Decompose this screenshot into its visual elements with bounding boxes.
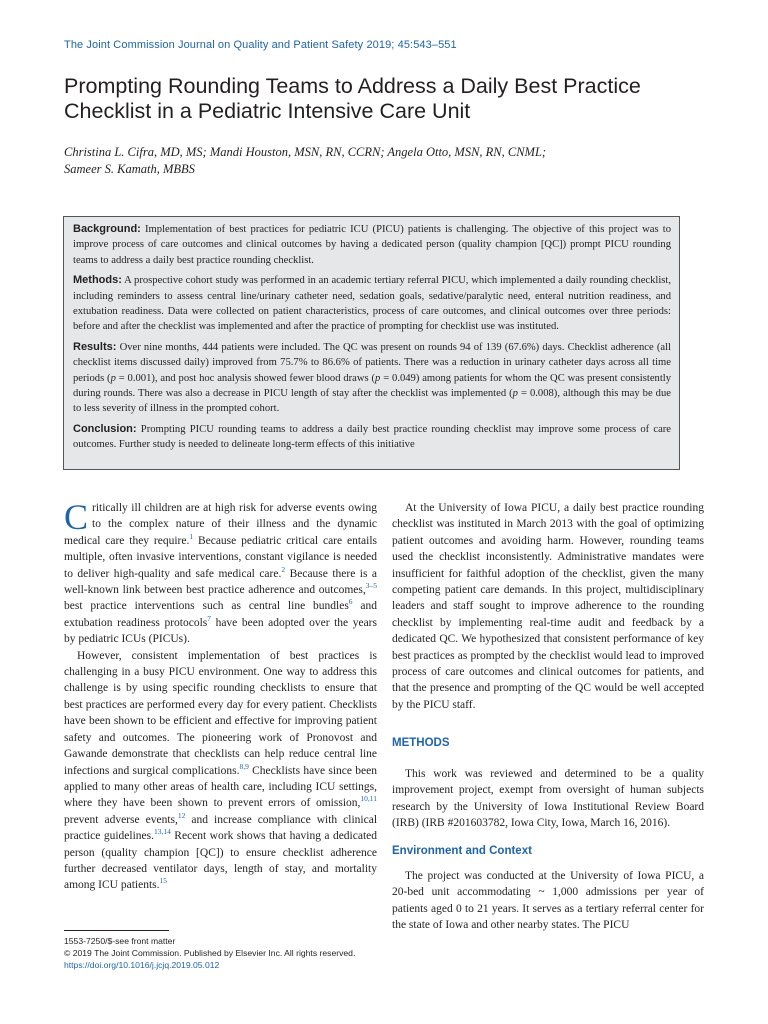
- text-run: However, consistent implementation of best practices is challenging in a busy PICU environment. One way to address this challenge is by using specific rounding checklists to ensure that best practices are performed every day for every patient. Checklists have been shown to be efficient and effective for improving patient safety and outcomes. The pioneering work of Pronovost and Gawande demonstrate that checklists can help reduce central line infections and surgical complications.: [64, 649, 377, 777]
- citation-link[interactable]: 12: [177, 810, 186, 820]
- p-value-symbol: p: [375, 372, 381, 384]
- abstract-box: [63, 216, 680, 470]
- citation-link[interactable]: 8,9: [239, 761, 249, 771]
- text-run: and extubation readiness protocols: [64, 600, 377, 629]
- intro-paragraph-1: [64, 497, 377, 648]
- citation-link[interactable]: 6: [348, 597, 353, 607]
- intro-paragraph-3: At the University of Iowa PICU, a daily best practice rounding checklist was instituted in March 2013 with the goal of optimizing patient outcomes and avoiding harm. However, rounding teams used the checklist inconsistently. Administrative mandates were insufficient for faithful adoption of the checklist, given the many competing patient care demands. In this project, multidisciplinary leaders and staff sought to improve adherence to the rounding checklist by implementing real-time audit and feedback by a dedicated QC. We hypothesized that consistent performance of key best practices as prompted by the checklist would lead to improved process of care outcomes and clinical outcomes for patients, and that the presence and prompting of the QC would be well accepted by the PICU staff.: [392, 502, 704, 711]
- p-value-symbol: p: [512, 388, 518, 400]
- text-run: prevent adverse events,: [64, 813, 178, 826]
- doi-link[interactable]: https://doi.org/10.1016/j.jcjq.2019.05.012: [64, 960, 220, 970]
- citation-link[interactable]: 2: [281, 564, 286, 574]
- citation-link[interactable]: 1: [189, 531, 194, 541]
- results-text-b: = 0.001), and post hoc analysis showed fewer blood draws (: [115, 372, 376, 384]
- environment-paragraph: The project was conducted at the University of Iowa PICU, a 20-bed unit accommodating ~ 1,000 admissions per year of patients aged 0 to 21 years. It serves as a tertiary referral center for the state of Iowa and other nearby states. The PICU: [392, 869, 704, 931]
- text-run: Checklists have since been applied to many other areas of health care, including ICU settings, where they have been shown to prevent errors of omission,: [64, 764, 377, 810]
- left-column: [64, 497, 378, 894]
- issn-line: 1553-7250/$-see front matter: [64, 936, 176, 946]
- text-run: Recent work shows that having a dedicated person (quality champion [QC]) to ensure checklist adherence further decreased ventilator days, length of stay, and mortality among ICU patients.: [64, 830, 377, 892]
- intro-paragraph-2: [64, 648, 377, 894]
- conclusion-heading: Conclusion:: [73, 422, 137, 435]
- results-text-a: Over nine months, 444 patients were included. The QC was present on rounds 94 of 139 (67.6%) days. Checklist adherence (all checklist items discussed daily) improved from 75.7% to 86.6% of patients. There was a reduction in urinary catheter days across all time periods (: [73, 341, 671, 384]
- citation-link[interactable]: 13,14: [153, 827, 171, 837]
- methods-heading: Methods:: [73, 274, 122, 287]
- abstract-methods: [73, 273, 671, 335]
- background-text: Implementation of best practices for pediatric ICU (PICU) patients is challenging. The objective of this project was to improve process of care outcomes and clinical outcomes by having a dedicated person (quality champion [QC]) prompt PICU rounding teams to address a daily best practice rounding checklist.: [73, 224, 671, 266]
- text-run: ritically ill children are at high risk for adverse events owing to the complex nature of their illness and the dynamic medical care they require.: [64, 502, 377, 547]
- results-text-d: = 0.008), although this may be due to less severity of illness in the prompted cohort.: [73, 388, 671, 415]
- results-text-c: = 0.049) among patients for whom the QC was present consistently during rounds. There was also a decrease in PICU length of stay after the checklist was implemented (: [73, 372, 671, 400]
- footer-rule: [64, 930, 169, 931]
- environment-subheading: Environment and Context: [392, 845, 532, 858]
- text-run: have been adopted over the years by pediatric ICUs (PICUs).: [64, 616, 377, 646]
- abstract-conclusion: [73, 422, 671, 453]
- right-column: [392, 500, 704, 933]
- author-line-2: Sameer S. Kamath, MBBS: [64, 162, 195, 176]
- results-heading: Results:: [73, 340, 117, 353]
- methods-text: A prospective cohort study was performed in an academic tertiary referral PICU, which implemented a daily rounding checklist, including reminders to assess central line/urinary catheter need, sedation goals, sedative/paralytic need, enteral nutrition readiness, and extubation readiness. Data were collected on patient characteristics, process of care outcomes, and clinical outcomes over three periods: before and after the checklist was implemented and after the practice of prompting for checklist use was instituted.: [73, 275, 671, 333]
- abstract-background: [73, 222, 671, 268]
- author-line-1: Christina L. Cifra, MD, MS; Mandi Houston, MSN, RN, CCRN; Angela Otto, MSN, RN, CNML;: [64, 145, 547, 159]
- citation-link[interactable]: 10,11: [360, 794, 377, 804]
- text-run: best practice interventions such as central line bundles: [64, 600, 349, 613]
- conclusion-text: Prompting PICU rounding teams to address a daily best practice rounding checklist may improve some process of care outcomes. Further study is needed to delineate long-term effects of this initiative: [73, 423, 671, 451]
- article-title: Prompting Rounding Teams to Address a Daily Best Practice Checklist in a Pediatric Intensive Care Unit: [64, 74, 641, 123]
- author-list: [64, 144, 684, 178]
- text-run: and increase compliance with clinical practice guidelines.: [64, 813, 378, 843]
- p-value-symbol: p: [110, 372, 116, 384]
- background-heading: Background:: [73, 223, 141, 235]
- citation-link[interactable]: 7: [207, 614, 212, 624]
- journal-citation: The Joint Commission Journal on Quality and Patient Safety 2019; 45:543–551: [64, 39, 457, 51]
- footer-notes: [64, 930, 377, 971]
- citation-link[interactable]: 3–5: [365, 581, 377, 591]
- abstract-results: [73, 340, 671, 417]
- methods-paragraph: This work was reviewed and determined to be a quality improvement project, exempt from oversight of human subjects research by the University of Iowa Institutional Review Board (IRB) (IRB #201603782, Iowa City, Iowa, March 16, 2016).: [392, 767, 704, 829]
- drop-cap: C: [64, 497, 89, 537]
- text-run: Because there is a well-known link between best practice adherence and outcomes,: [64, 567, 377, 597]
- copyright-line: © 2019 The Joint Commission. Published by Elsevier Inc. All rights reserved.: [64, 948, 356, 958]
- methods-section-heading: METHODS: [392, 737, 450, 750]
- text-run: Because pediatric critical care entails multiple, often invasive interventions, constant vigilance is needed to deliver high-quality and safe medical care.: [64, 534, 377, 580]
- citation-link[interactable]: 15: [159, 876, 167, 886]
